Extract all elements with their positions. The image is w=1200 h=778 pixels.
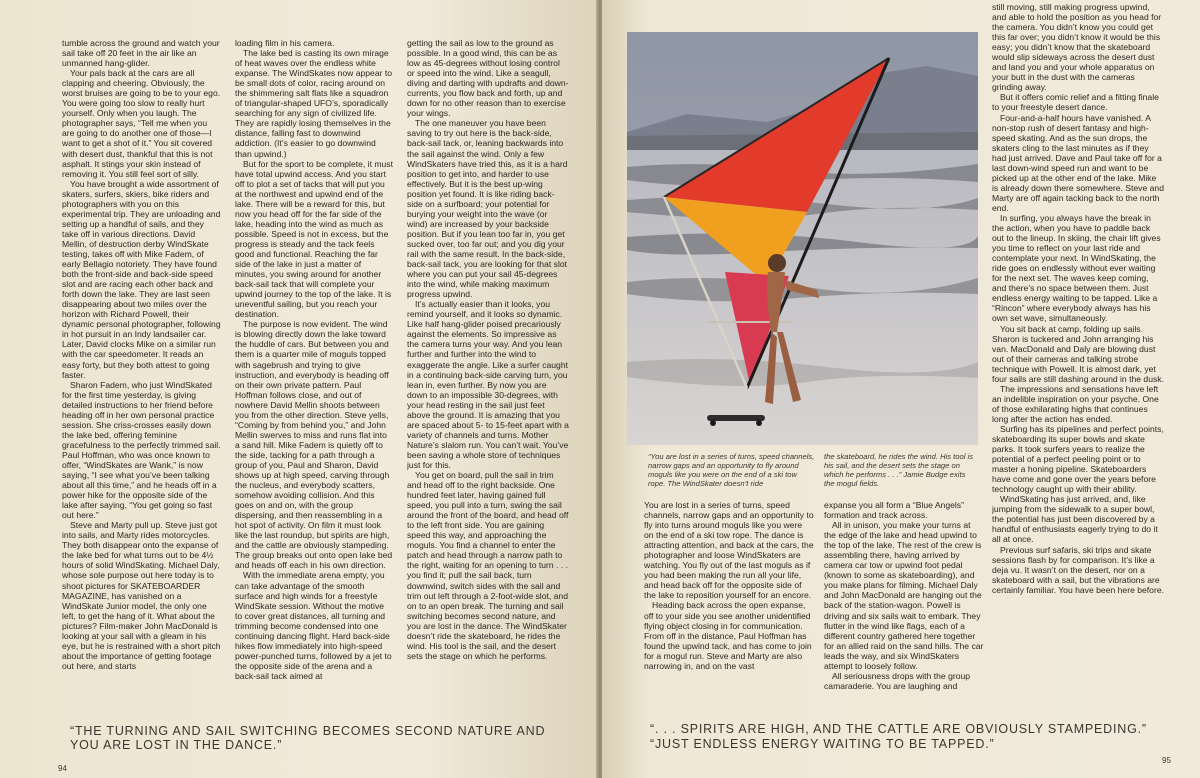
left-page <box>0 0 598 778</box>
paragraph: All in unison, you make your turns at the edge of the lake and head upwind to the top of the lake. The rest of the crew is assembling there, having arrived by camera car tow or upwind foot pedal (known to some as skateboarding), and you make plans for filming. Michael Daly and John MacDonald are hanging out the back of the station-wagon. Powell is driving and six sails wait to embark. They flutter in the wind like flags, each of a different country gathered here together for an allied raid on the sand hills. The car leads the way, and six WindSkaters attempt to loosely follow. <box>824 520 984 671</box>
photo-caption-left: “You are lost in a series of turns, speed channels, narrow gaps and an opportunity to fly around moguls like you were on the end of a ski tow rope. The WindSkater doesn’t ride <box>648 452 815 488</box>
right-column-2 <box>824 500 984 722</box>
paragraph: In surfing, you always have the break in the action, when you have to paddle back out to the lineup. In skiing, the chair lift gives you time to reflect on your last ride and contemplate your next. In WindSkating, the ride goes on endlessly without ever waiting for the next set. The waves keep coming, and there’s no space between them. Just endless energy waiting to be tapped. Like a “Rincon” where everybody always has his own set wave, simultaneously. <box>992 212 1161 324</box>
left-pull-quote: “THE TURNING AND SAIL SWITCHING BECOMES SECOND NATURE AND YOU ARE LOST IN THE DANCE.” <box>70 724 546 752</box>
left-column-3 <box>407 38 569 720</box>
paragraph: Four-and-a-half hours have vanished. A non-stop rush of desert fantasy and high-speed skating. And as the sun drops, the skaters cling to the last minutes as if they had just arrived. Dave and Paul take off for a last down-wind speed run and want to be picked up at the other end of the lake. Mike is already down there somewhere. Steve and Marty are off again tacking back to the north end. <box>992 112 1164 213</box>
paragraph: Your pals back at the cars are all clapping and cheering. Obviously, the worst bruises are going to be to your ego. You were going too slow to really hurt yourself. Only when you laugh. The photographer says, “Tell me when you are going to do another one of those—I want to get a shot of it.” You sit covered with desert dust, thankful that this is not asphalt. It stings your skin instead of removing it. You still feel sort of silly. <box>62 68 221 179</box>
paragraph: The impressions and sensations have left an indelible inspiration on your psyche. One of those exhilarating highs that continues long after the action has ended. <box>992 383 1159 424</box>
right-column-1 <box>644 500 814 722</box>
photo-caption-right: the skateboard, he rides the wind. His tool is his sail, and the desert sets the stage on which he performs . . .” Jamie Budge exits the mogul fields. <box>824 452 974 488</box>
page-number-left: 94 <box>58 764 67 773</box>
paragraph: You have brought a wide assortment of skaters, surfers, skiers, bike riders and photographers with you on this experimental trip. They are unloading and setting up a handful of sails, and they take off in various directions. David Mellin, of destruction derby WindSkate testing, takes off with Mike Fadem, of early Bellagio notoriety. They have found both the front-side and back-side speed slot and are racing each other back and forth down the lake. They are last seen disappearing about two miles over the horizon with Richard Powell, their dynamic personal photographer, following in hot pursuit in an Indy landsailer car. Later, David clocks Mike on a similar run with the car speedometer. It reads an easy forty, but they both attest to going faster. <box>62 178 221 380</box>
paragraph: tumble across the ground and watch your sail take off 20 feet in the air like an unmanned hang-glider. <box>62 38 220 69</box>
right-column-3 <box>992 2 1164 724</box>
right-pull-quote-1: “. . . SPIRITS ARE HIGH, AND THE CATTLE ARE OBVIOUSLY STAMPEDING.” <box>650 722 1147 736</box>
paragraph: You sit back at camp, folding up sails. Sharon is tuckered and John arranging his van. MacDonald and Daly are blowing dust out of their cameras and talking strobe technique with Powell. It is almost dark, yet four sails are still dashing around in the dusk. <box>992 323 1164 384</box>
left-column-1 <box>62 38 222 720</box>
paragraph: Previous surf safaris, ski trips and skate sessions flash by for comparison. It’s like a deja vu. It wasn’t on the desert, nor on a skateboard with a sail, but the vibrations are certainly familiar. You have been here before. <box>992 544 1164 595</box>
paragraph: The purpose is now evident. The wind is blowing directly down the lake toward the huddle of cars. But between you and them is a quarter mile of moguls topped with sagebrush and trying to give instruction, and everybody is heading off on their own private pattern. Paul Hoffman follows close, and out of nowhere David Mellin shoots between you from the other direction. Steve yells, “Coming by from behind you,” and John Mellin swerves to miss and runs flat into a sand hill. Mike Fadem is quietly off to the side, tacking for a path through a group of you, Paul and Sharon, David shows up at high speed, carving through the nucleus, and everybody scatters, somehow avoiding collision. And this goes on and on, with the group dispersing, and then reassembling in a hot spot of activity. On film it must look like the last roundup, but spirits are high, and the cattle are obviously stampeding. The group breaks out onto open lake bed and heads off each in his own direction. <box>235 319 393 571</box>
paragraph: Steve and Marty pull up. Steve just got into sails, and Marty rides motorcycles. They both disappear onto the expanse of the lake bed for what turns out to be 4½ hours of solid WindSkating. Michael Daly, whose sole purpose out here today is to shoot pictures for SKATEBOARDER MAGAZINE, has vanished on a WindSkate Junior model, the only one left, to get the hang of it. What about the pictures? Film-maker John MacDonald is looking at your sail with a gleam in his eye, but he is restrained with a short pitch about the importance of getting footage out here, and starts <box>62 520 221 671</box>
paragraph: It’s actually easier than it looks, you remind yourself, and it looks so dynamic. Like half hang-glider poised precariously against the elements. So impressive as the camera turns your way. And you lean further and further into the wind to exaggerate the angle. Like a surfer caught in a continuing back-side carving turn, you lean in, even further. By now you are down to an impossible 30-degrees, with your head resting in the sail just feet above the ground. It is amazing that you are spaced about 5- to 15-feet apart with a variety of channels and turns. Mother Nature’s slalom run. You can’t wait. You’ve been saving a whole store of techniques just for this. <box>407 299 569 470</box>
page-number-right: 95 <box>1162 756 1171 765</box>
paragraph: The lake bed is casting its own mirage of heat waves over the endless white expanse. The WindSkates now appear to be small dots of color, racing around on the shimmering salt flats like a squadron of triangular-shaped UFO’s, sporadically searching for any sign of civilized life. They are rapidly losing themselves in the distance, falling fast to downwind addiction. (It’s easier to go downwind than upwind.) <box>235 48 393 159</box>
paragraph: WindSkating has just arrived, and, like jumping from the sidewalk to a super bowl, the potential has just been discovered by a handful of enthusiasts eagerly trying to do it all at once. <box>992 494 1158 545</box>
paragraph: expanse you all form a “Blue Angels” formation and track across. <box>824 500 964 521</box>
paragraph: Heading back across the open expanse, off to your side you see another unidentified flying object closing in for communication. From off in the distance, Paul Hoffman has found the upwind tack, and has come to join for a mogul run. Steve and Marty are also narrowing in, and on the vast <box>644 600 812 671</box>
paragraph: still moving, still making progress upwind, and able to hold the position as you head for the camera. You didn’t know you could get this far over; you didn’t know it would be this easy; you didn’t know that the skateboard would slip sideways across the desert dust and land you and your whole apparatus on your butt in the dust with the cameras grinding away. <box>992 2 1162 93</box>
paragraph: But it offers comic relief and a fitting finale to your freestyle desert dance. <box>992 92 1159 113</box>
paragraph: But for the sport to be complete, it must have total upwind access. And you start off to plot a set of tacks that will put you at the northwest and upwind end of the lake. There will be a reward for this, but now you head off for the far side of the lake, heading into the wind as much as possible. Speed is not in excess, but the progress is steady and the tack feels good and functional. Reaching the far side of the lake in just a matter of minutes, you swing around for another back-sail tack that will complete your upwind journey to the top of the lake. It is uneventful sailing, but you reach your destination. <box>235 158 393 320</box>
windskater-photo-image <box>627 32 978 445</box>
paragraph: You get on board, pull the sail in trim and head off to the right backside. One hundred feet later, having gained full speed, you pull into a turn, swing the sail around the front of the board, and head off to the left front side. You are gaining speed this way, and approaching the moguls. You find a channel to enter the patch and head through a narrow path to the right, waiting for an opening to turn . . . you find it; pull the sail back, turn downwind, switch sides with the sail and trim out left through a 2-foot-wide slot, and on to an open break. The turning and sail switching becomes second nature, and you are lost in the dance. The WindSkater doesn’t ride the skateboard, he rides the wind. His tool is the sail, and the desert sets the stage on which he performs. <box>407 470 569 661</box>
paragraph: All seriousness drops with the group camaraderie. You are laughing and <box>824 670 971 691</box>
paragraph: The one maneuver you have been saving to try out here is the back-side, back-sail tack, or, leaning backwards into the sail against the wind. Only a few WindSkaters have tried this, as it is a hard position to get into, and harder to use effectively. But it is the best up-wing position yet found. It is like riding back-side on a surfboard; your potential for burying your weight into the wave (or wind) are increased by your backside position. But if you lean too far in, you get sucked over, too far out; and you dig your rail with the same result. In the back-side, back-sail tack, you are looking for that slot where you can put your sail 45-degrees into the wind, while making maximum progress upwind. <box>407 118 568 300</box>
windskater-photo <box>627 32 978 445</box>
paragraph: Surfing has its pipelines and perfect points, skateboarding its super bowls and skate parks. It took surfers years to realize the potential of a perfect peeling point or to master a honing pipeline. Skateboarders have come and gone over the years before technology caught up with their ability. <box>992 423 1164 495</box>
right-pull-quote-2: “JUST ENDLESS ENERGY WAITING TO BE TAPPED.” <box>650 737 995 751</box>
paragraph: getting the sail as low to the ground as possible. In a good wind, this can be as low as 45-degrees without losing control or speed into the wind. Like a seagull, diving and darting with updrafts and down-currents, you flow back and forth, up and down for no other reason than to exercise your wings. <box>407 38 569 119</box>
paragraph: You are lost in a series of turns, speed channels, narrow gaps and an opportunity to fly into turns around moguls like you were on the end of a ski tow rope. The dance is attracting attention, and back at the cars, the photographer and loose WindSkaters are watching. You fly out of the last moguls as if you had been making the run all your life, and head back off for the opposite side of the lake to reposition yourself for an encore. <box>644 500 814 601</box>
paragraph: Sharon Fadem, who just WindSkated for the first time yesterday, is giving detailed instructions to her friend before heading off in her own personal practice session. She criss-crosses easily down the lake bed, offering feminine gracefulness to the perfectly trimmed sail. Paul Hoffman, who was once known to offer, “WindSkates are Wank,” is now saying, “I see what you’ve been talking about all this time,” and he heads off in a power hike for the opposite side of the lake after saying, “You get going so fast out here.” <box>62 379 221 521</box>
left-column-2 <box>235 38 393 720</box>
paragraph: loading film in his camera. <box>235 38 335 48</box>
paragraph: With the immediate arena empty, you can take advantage of the smooth surface and high winds for a freestyle WindSkate session. Without the motive to cover great distances, all turning and trimming become condensed into one continuing dancing flight. Hard back-side hikes flow immediately into high-speed power-punched turns, followed by a jet to the opposite side of the arena and a back-sail tack aimed at <box>235 570 392 681</box>
